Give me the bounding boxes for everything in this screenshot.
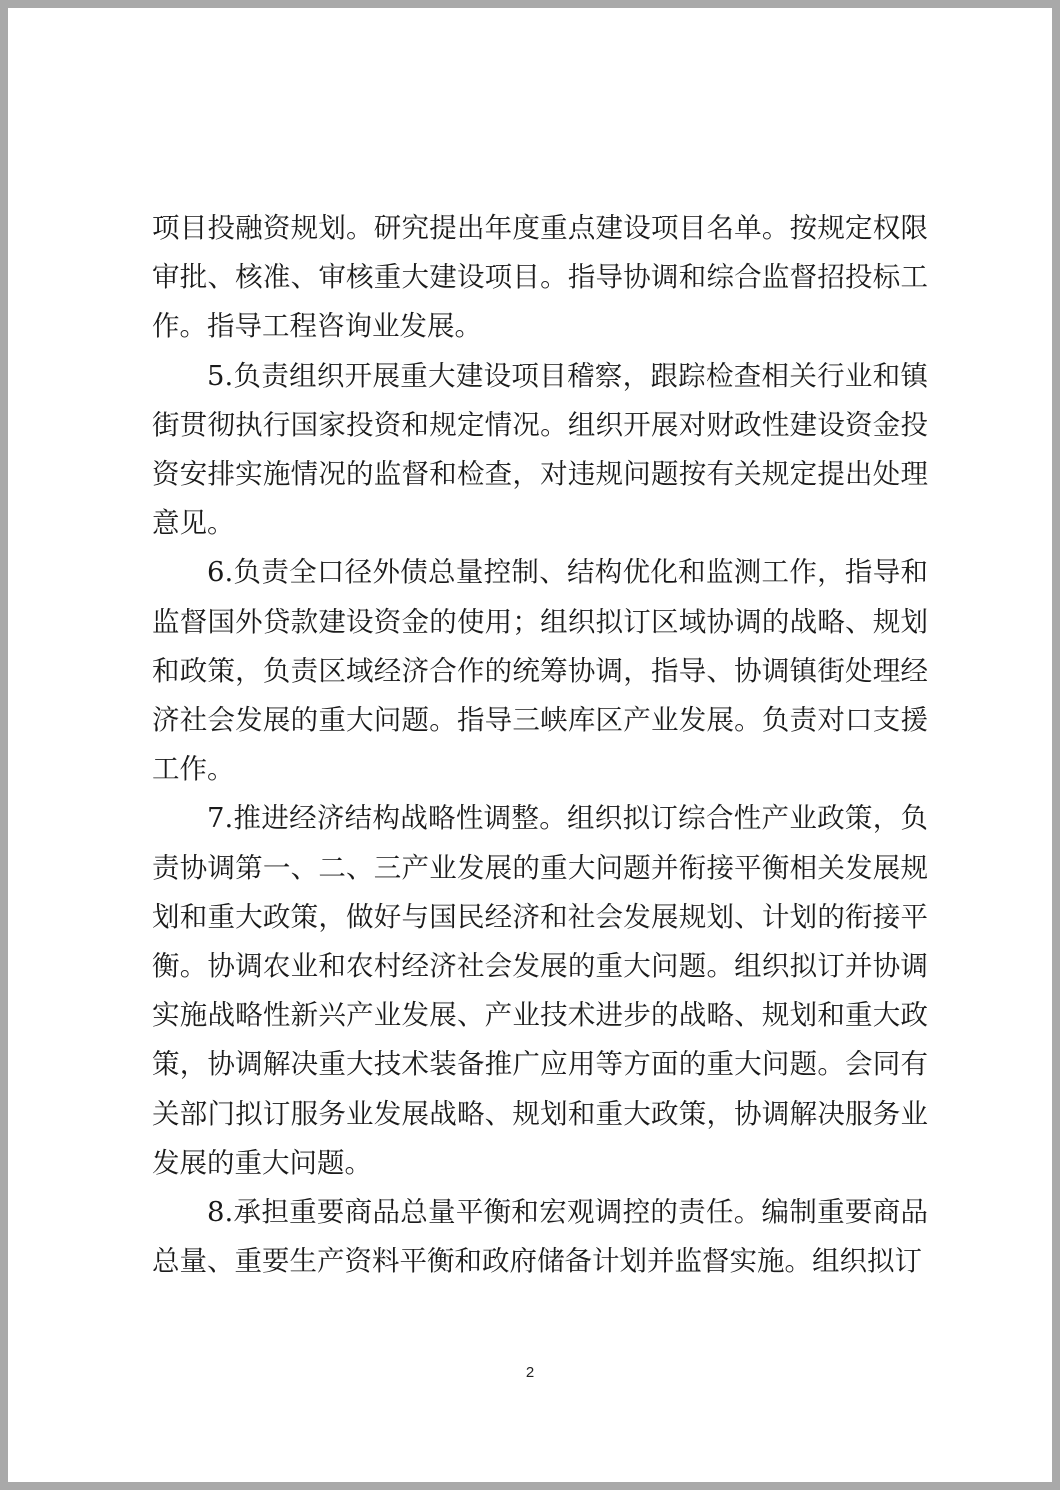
paragraph-item-5: 5.负责组织开展重大建设项目稽察，跟踪检查相关行业和镇街贯彻执行国家投资和规定情况。组织开展对财政性建设资金投资安排实施情况的监督和检查，对违规问题按有关规定提出处理意见。 (152, 359, 928, 540)
paragraph-item-7: 7.推进经济结构战略性调整。组织拟订综合性产业政策，负责协调第一、二、三产业发展的重大问题并衔接平衡相关发展规划和重大政策，做好与国民经济和社会发展规划、计划的衔接平衡。协调农业和农村经济社会发展的重大问题。组织拟订并协调实施战略性新兴产业发展、产业技术进步的战略、规划和重大政策，协调解决重大技术装备推广应用等方面的重大问题。会同有关部门拟订服务业发展战略、规划和重大政策，协调解决服务业发展的重大问题。 (152, 802, 928, 1179)
page-number: 2 (525, 1364, 535, 1381)
paragraph-item-6: 6.负责全口径外债总量控制、结构优化和监测工作，指导和监督国外贷款建设资金的使用；组织拟订区域协调的战略、规划和政策，负责区域经济合作的统筹协调，指导、协调镇街处理经济社会发展的重大问题。指导三峡库区产业发展。负责对口支援工作。 (152, 556, 928, 786)
paragraph-continuation: 项目投融资规划。研究提出年度重点建设项目名单。按规定权限审批、核准、审核重大建设项目。指导协调和综合监督招投标工作。指导工程咨询业发展。 (152, 212, 928, 343)
document-body (152, 204, 928, 1286)
document-page (8, 8, 1052, 1482)
paragraph-item-8: 8.承担重要商品总量平衡和宏观调控的责任。编制重要商品总量、重要生产资料平衡和政府储备计划并监督实施。组织拟订 (152, 1196, 928, 1278)
